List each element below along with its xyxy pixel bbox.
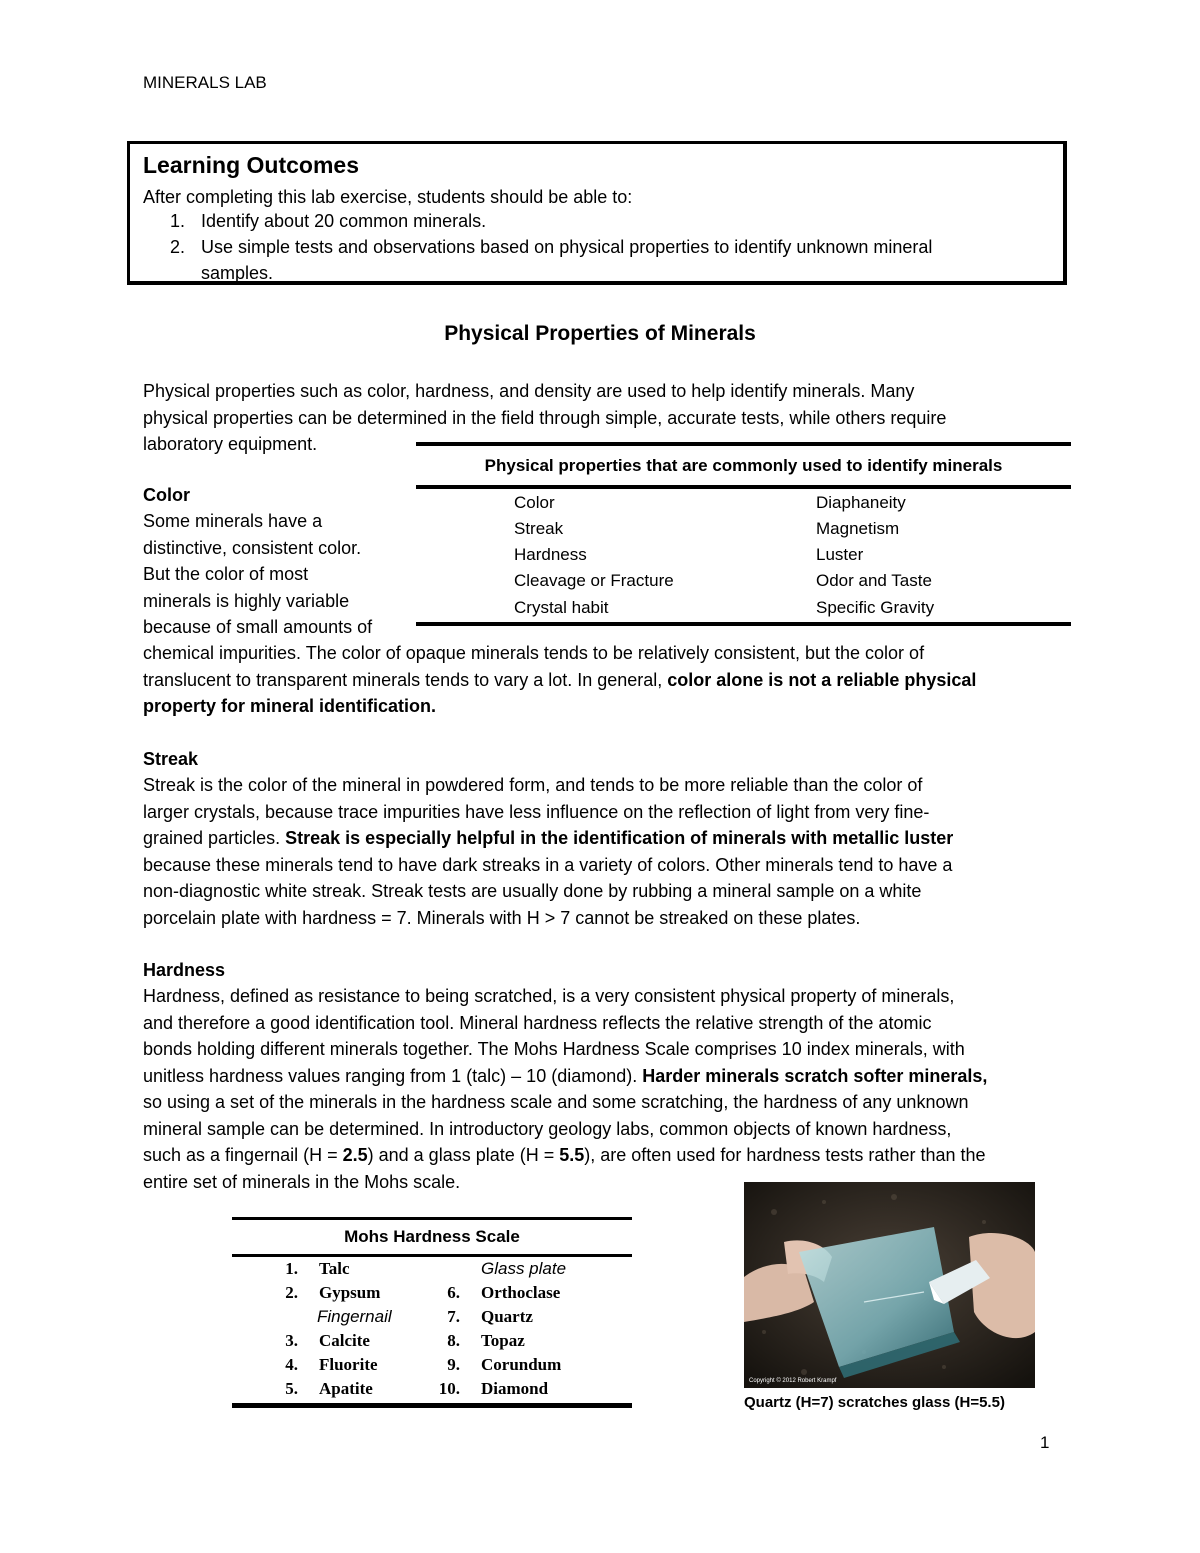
plain-text: grained particles.	[143, 828, 286, 848]
table-bottom-rule	[416, 622, 1071, 626]
learning-outcomes-box	[127, 141, 1067, 285]
quartz-glass-photo	[744, 1182, 1035, 1388]
paragraph-line: Physical properties such as color, hardness, and density are used to help identify minerals. Many	[143, 381, 915, 401]
mohs-hardness-table	[232, 1217, 632, 1412]
mohs-number: 8.	[447, 1331, 460, 1350]
page-number: 1	[1040, 1433, 1050, 1452]
outcome-text-continued: samples.	[201, 263, 274, 283]
outcome-text: Use simple tests and observations based on physical properties to identify unknown mineral	[201, 237, 933, 257]
paragraph-line: because of small amounts of	[143, 617, 373, 637]
paragraph-line: non-diagnostic white streak. Streak tests are usually done by rubbing a mineral sample on a white	[143, 881, 922, 901]
color-paragraph	[143, 508, 403, 641]
paragraph-line	[143, 667, 1063, 694]
property-cell: Crystal habit	[514, 598, 609, 617]
mohs-mineral: Gypsum	[319, 1283, 381, 1302]
properties-table-title: Physical properties that are commonly used to identify minerals	[484, 456, 1003, 475]
table-header-rule	[416, 485, 1071, 489]
mohs-mineral: Apatite	[319, 1379, 373, 1398]
property-cell: Streak	[514, 519, 564, 538]
mohs-number: 6.	[447, 1283, 460, 1302]
mohs-reference-object: Fingernail	[317, 1307, 392, 1326]
paragraph-line: bonds holding different minerals together. The Mohs Hardness Scale comprises 10 index minerals, with	[143, 1039, 965, 1059]
paragraph-line: Some minerals have a	[143, 511, 323, 531]
table-top-rule	[232, 1217, 632, 1220]
paragraph-line: distinctive, consistent color.	[143, 537, 362, 558]
mohs-number: 10.	[438, 1379, 460, 1398]
plain-text: translucent to transparent minerals tends to vary a lot. In general,	[143, 669, 668, 690]
paragraph-line	[143, 825, 1063, 852]
outcome-number: 1.	[170, 211, 186, 231]
plain-text: unitless hardness values ranging from 1 (talc) – 10 (diamond).	[143, 1065, 643, 1086]
mohs-number: 3.	[285, 1331, 298, 1350]
property-cell: Color	[514, 493, 555, 512]
paragraph-line: Hardness, defined as resistance to being scratched, is a very consistent physical property of minerals,	[143, 986, 955, 1006]
property-cell: Cleavage or Fracture	[514, 571, 674, 590]
mohs-reference-object: Glass plate	[481, 1259, 567, 1278]
paragraph-line: Streak is the color of the mineral in powdered form, and tends to be more reliable than the color of	[143, 775, 923, 795]
photo-caption: Quartz (H=7) scratches glass (H=5.5)	[744, 1394, 1005, 1411]
paragraph-line	[143, 1142, 1068, 1169]
paragraph-line: minerals is highly variable	[143, 590, 350, 611]
plain-text: ) and a glass plate (H =	[367, 1145, 560, 1165]
mohs-mineral: Diamond	[481, 1379, 549, 1398]
mohs-number: 4.	[285, 1355, 298, 1374]
page-header: MINERALS LAB	[143, 73, 267, 92]
paragraph-line: porcelain plate with hardness = 7. Minerals with H > 7 cannot be streaked on these plates.	[143, 907, 861, 928]
property-cell: Luster	[816, 545, 864, 564]
bold-text: color alone is not a reliable physical	[667, 669, 977, 690]
bold-text: 2.5	[342, 1145, 368, 1165]
plain-text: ), are often used for hardness tests rather than the	[584, 1145, 986, 1165]
mohs-mineral: Calcite	[319, 1331, 370, 1350]
paragraph-line: so using a set of the minerals in the hardness scale and some scratching, the hardness of any unknown	[143, 1092, 969, 1112]
learning-outcomes-intro: After completing this lab exercise, students should be able to:	[143, 187, 633, 207]
streak-paragraph	[143, 772, 1063, 931]
paragraph-line: because these minerals tend to have dark streaks in a variety of colors. Other minerals tend to have a	[143, 854, 953, 875]
outcome-number: 2.	[170, 237, 186, 257]
paragraph-line: entire set of minerals in the Mohs scale.	[143, 1171, 461, 1192]
table-top-rule	[416, 442, 1071, 446]
mohs-mineral: Quartz	[481, 1307, 533, 1326]
section-title: Physical Properties of Minerals	[444, 322, 756, 345]
paragraph-line	[143, 1063, 1068, 1090]
mohs-table-title: Mohs Hardness Scale	[344, 1227, 520, 1246]
paragraph-line: property for mineral identification.	[143, 696, 437, 716]
hardness-paragraph	[143, 983, 1068, 1195]
property-cell: Specific Gravity	[816, 598, 935, 617]
properties-table	[416, 442, 1071, 632]
color-paragraph-continued	[143, 640, 1063, 720]
hardness-heading: Hardness	[143, 960, 226, 980]
mohs-mineral: Orthoclase	[481, 1283, 561, 1302]
bold-text: Streak is especially helpful in the identification of minerals with metallic luster	[285, 828, 954, 848]
mohs-number: 7.	[447, 1307, 460, 1326]
mohs-number: 9.	[447, 1355, 460, 1374]
table-bottom-rule	[232, 1403, 632, 1408]
property-cell: Diaphaneity	[816, 493, 906, 512]
photo-copyright: Copyright © 2012 Robert Krampf	[749, 1378, 837, 1384]
learning-outcomes-title: Learning Outcomes	[143, 152, 359, 178]
property-cell: Hardness	[514, 545, 587, 564]
mohs-mineral: Corundum	[481, 1355, 562, 1374]
paragraph-line: mineral sample can be determined. In introductory geology labs, common objects of known hardness,	[143, 1118, 952, 1139]
mohs-mineral: Fluorite	[319, 1355, 378, 1374]
mohs-number: 1.	[285, 1259, 298, 1278]
mohs-number: 2.	[285, 1283, 298, 1302]
bold-text: Harder minerals scratch softer minerals,	[642, 1065, 988, 1086]
paragraph-line: But the color of most	[143, 564, 309, 584]
plain-text: such as a fingernail (H =	[143, 1145, 343, 1165]
mohs-mineral: Talc	[319, 1259, 350, 1278]
property-cell: Odor and Taste	[816, 571, 932, 590]
paragraph-line: and therefore a good identification tool. Mineral hardness reflects the relative strength of the atomic	[143, 1012, 932, 1033]
color-heading: Color	[143, 485, 190, 505]
photo-illustration	[744, 1182, 1035, 1388]
mohs-number: 5.	[285, 1379, 298, 1398]
paragraph-line: laboratory equipment.	[143, 434, 318, 454]
paragraph-line: chemical impurities. The color of opaque minerals tends to be relatively consistent, but the color of	[143, 643, 925, 663]
bold-text: 5.5	[559, 1145, 585, 1165]
streak-heading: Streak	[143, 749, 199, 769]
paragraph-line: larger crystals, because trace impurities have less influence on the reflection of light from very fine-	[143, 801, 930, 822]
paragraph-line: physical properties can be determined in the field through simple, accurate tests, while others require	[143, 407, 947, 428]
property-cell: Magnetism	[816, 519, 900, 538]
outcome-text: Identify about 20 common minerals.	[201, 211, 487, 231]
mohs-mineral: Topaz	[481, 1331, 525, 1350]
